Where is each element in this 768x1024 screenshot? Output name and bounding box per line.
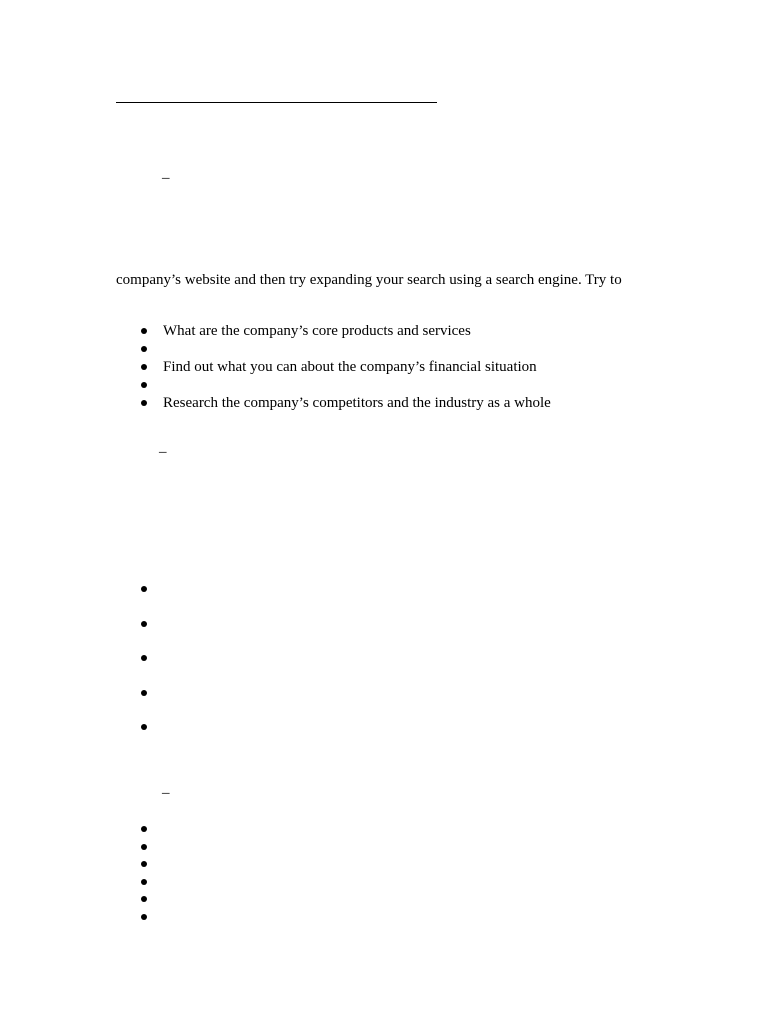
bullet-icon [141, 400, 147, 406]
list-item-text: Find out what you can about the company’s financial situation [163, 359, 537, 375]
bullet-icon [141, 690, 147, 696]
section-3-dash: – [162, 785, 170, 801]
bullet-icon [141, 914, 147, 920]
bullet-icon [141, 328, 147, 334]
bullet-icon [141, 655, 147, 661]
section-1-dash: – [162, 170, 170, 186]
bullet-icon [141, 364, 147, 370]
bullet-icon [141, 826, 147, 832]
bullet-icon [141, 724, 147, 730]
bullet-icon [141, 621, 147, 627]
bullet-icon [141, 879, 147, 885]
bullet-icon [141, 844, 147, 850]
bullet-icon [141, 586, 147, 592]
bullet-icon [141, 346, 147, 352]
bullet-icon [141, 382, 147, 388]
list-item-text: What are the company’s core products and services [163, 323, 471, 339]
intro-paragraph: company’s website and then try expanding your search using a search engine. Try to [116, 272, 622, 288]
list-item-text: Research the company’s competitors and the industry as a whole [163, 395, 551, 411]
bullet-icon [141, 861, 147, 867]
bullet-icon [141, 896, 147, 902]
heading-rule [116, 102, 437, 103]
section-2-dash: – [159, 444, 167, 460]
